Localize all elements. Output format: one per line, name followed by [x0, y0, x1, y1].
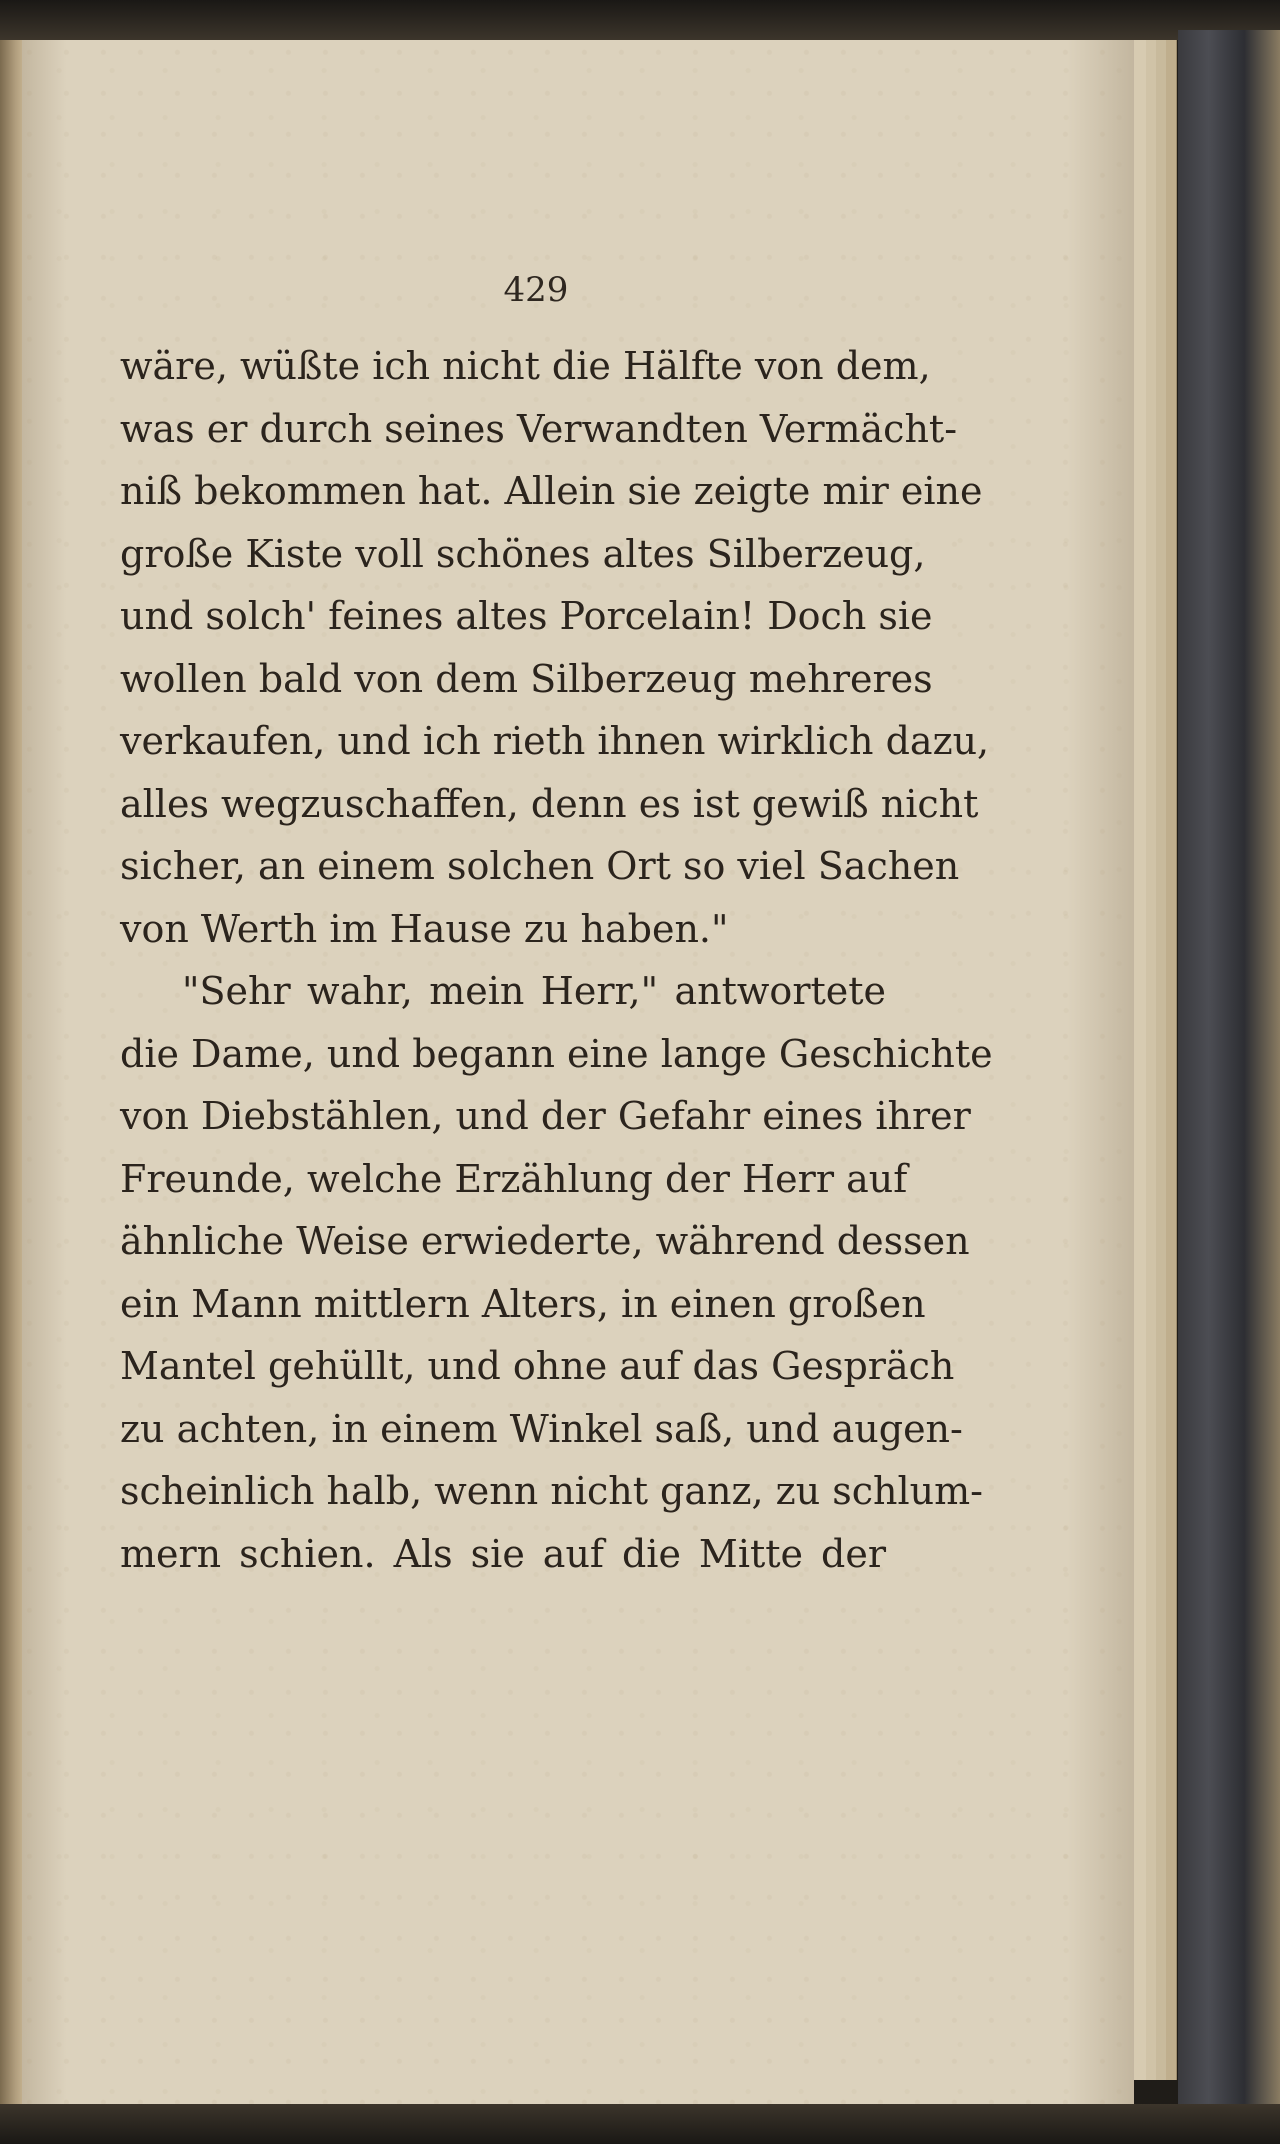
text-line: scheinlich halb, wenn nicht ganz, zu schlum-: [120, 1469, 984, 1513]
text-line: und solch' feines altes Porcelain! Doch sie: [120, 594, 933, 638]
text-line: Mantel gehüllt, und ohne auf das Gespräch: [120, 1344, 955, 1388]
page-stack-edge: [1166, 40, 1177, 2080]
text-line: ähnliche Weise erwiederte, während dessen: [120, 1219, 970, 1263]
text-line: wäre, wüßte ich nicht die Hälfte von dem,: [120, 344, 931, 388]
cover-top-edge: [0, 0, 1280, 40]
text-line: wollen bald von dem Silberzeug mehreres: [120, 656, 933, 701]
cover-bottom-edge: [0, 2104, 1280, 2144]
text-line: von Diebstählen, und der Gefahr eines ihrer: [120, 1094, 971, 1138]
text-line: Freunde, welche Erzählung der Herr auf: [120, 1156, 908, 1201]
paragraph-end-line: von Werth im Hause zu haben.": [120, 906, 729, 951]
text-line: die Dame, und begann eine lange Geschichte: [120, 1031, 993, 1076]
text-line: alles wegzuschaffen, denn es ist gewiß nicht: [120, 781, 979, 826]
text-line: niß bekommen hat. Allein sie zeigte mir eine: [120, 469, 983, 513]
page-number: 429: [503, 270, 569, 310]
book-cover-edge: [1178, 30, 1280, 2120]
text-line: zu achten, in einem Winkel saß, und augen-: [120, 1406, 963, 1451]
text-line: große Kiste voll schönes altes Silberzeug,: [120, 531, 926, 576]
paragraph-start-line: "Sehr wahr, mein Herr," antwortete: [182, 969, 886, 1013]
text-line: was er durch seines Verwandten Vermächt-: [120, 406, 958, 451]
text-line: sicher, an einem solchen Ort so viel Sachen: [120, 844, 960, 888]
text-line: verkaufen, und ich rieth ihnen wirklich dazu,: [120, 719, 990, 763]
body-text: [120, 335, 993, 1585]
text-line: ein Mann mittlern Alters, in einen großen: [120, 1281, 926, 1326]
text-line: mern schien. Als sie auf die Mitte der: [120, 1531, 886, 1576]
